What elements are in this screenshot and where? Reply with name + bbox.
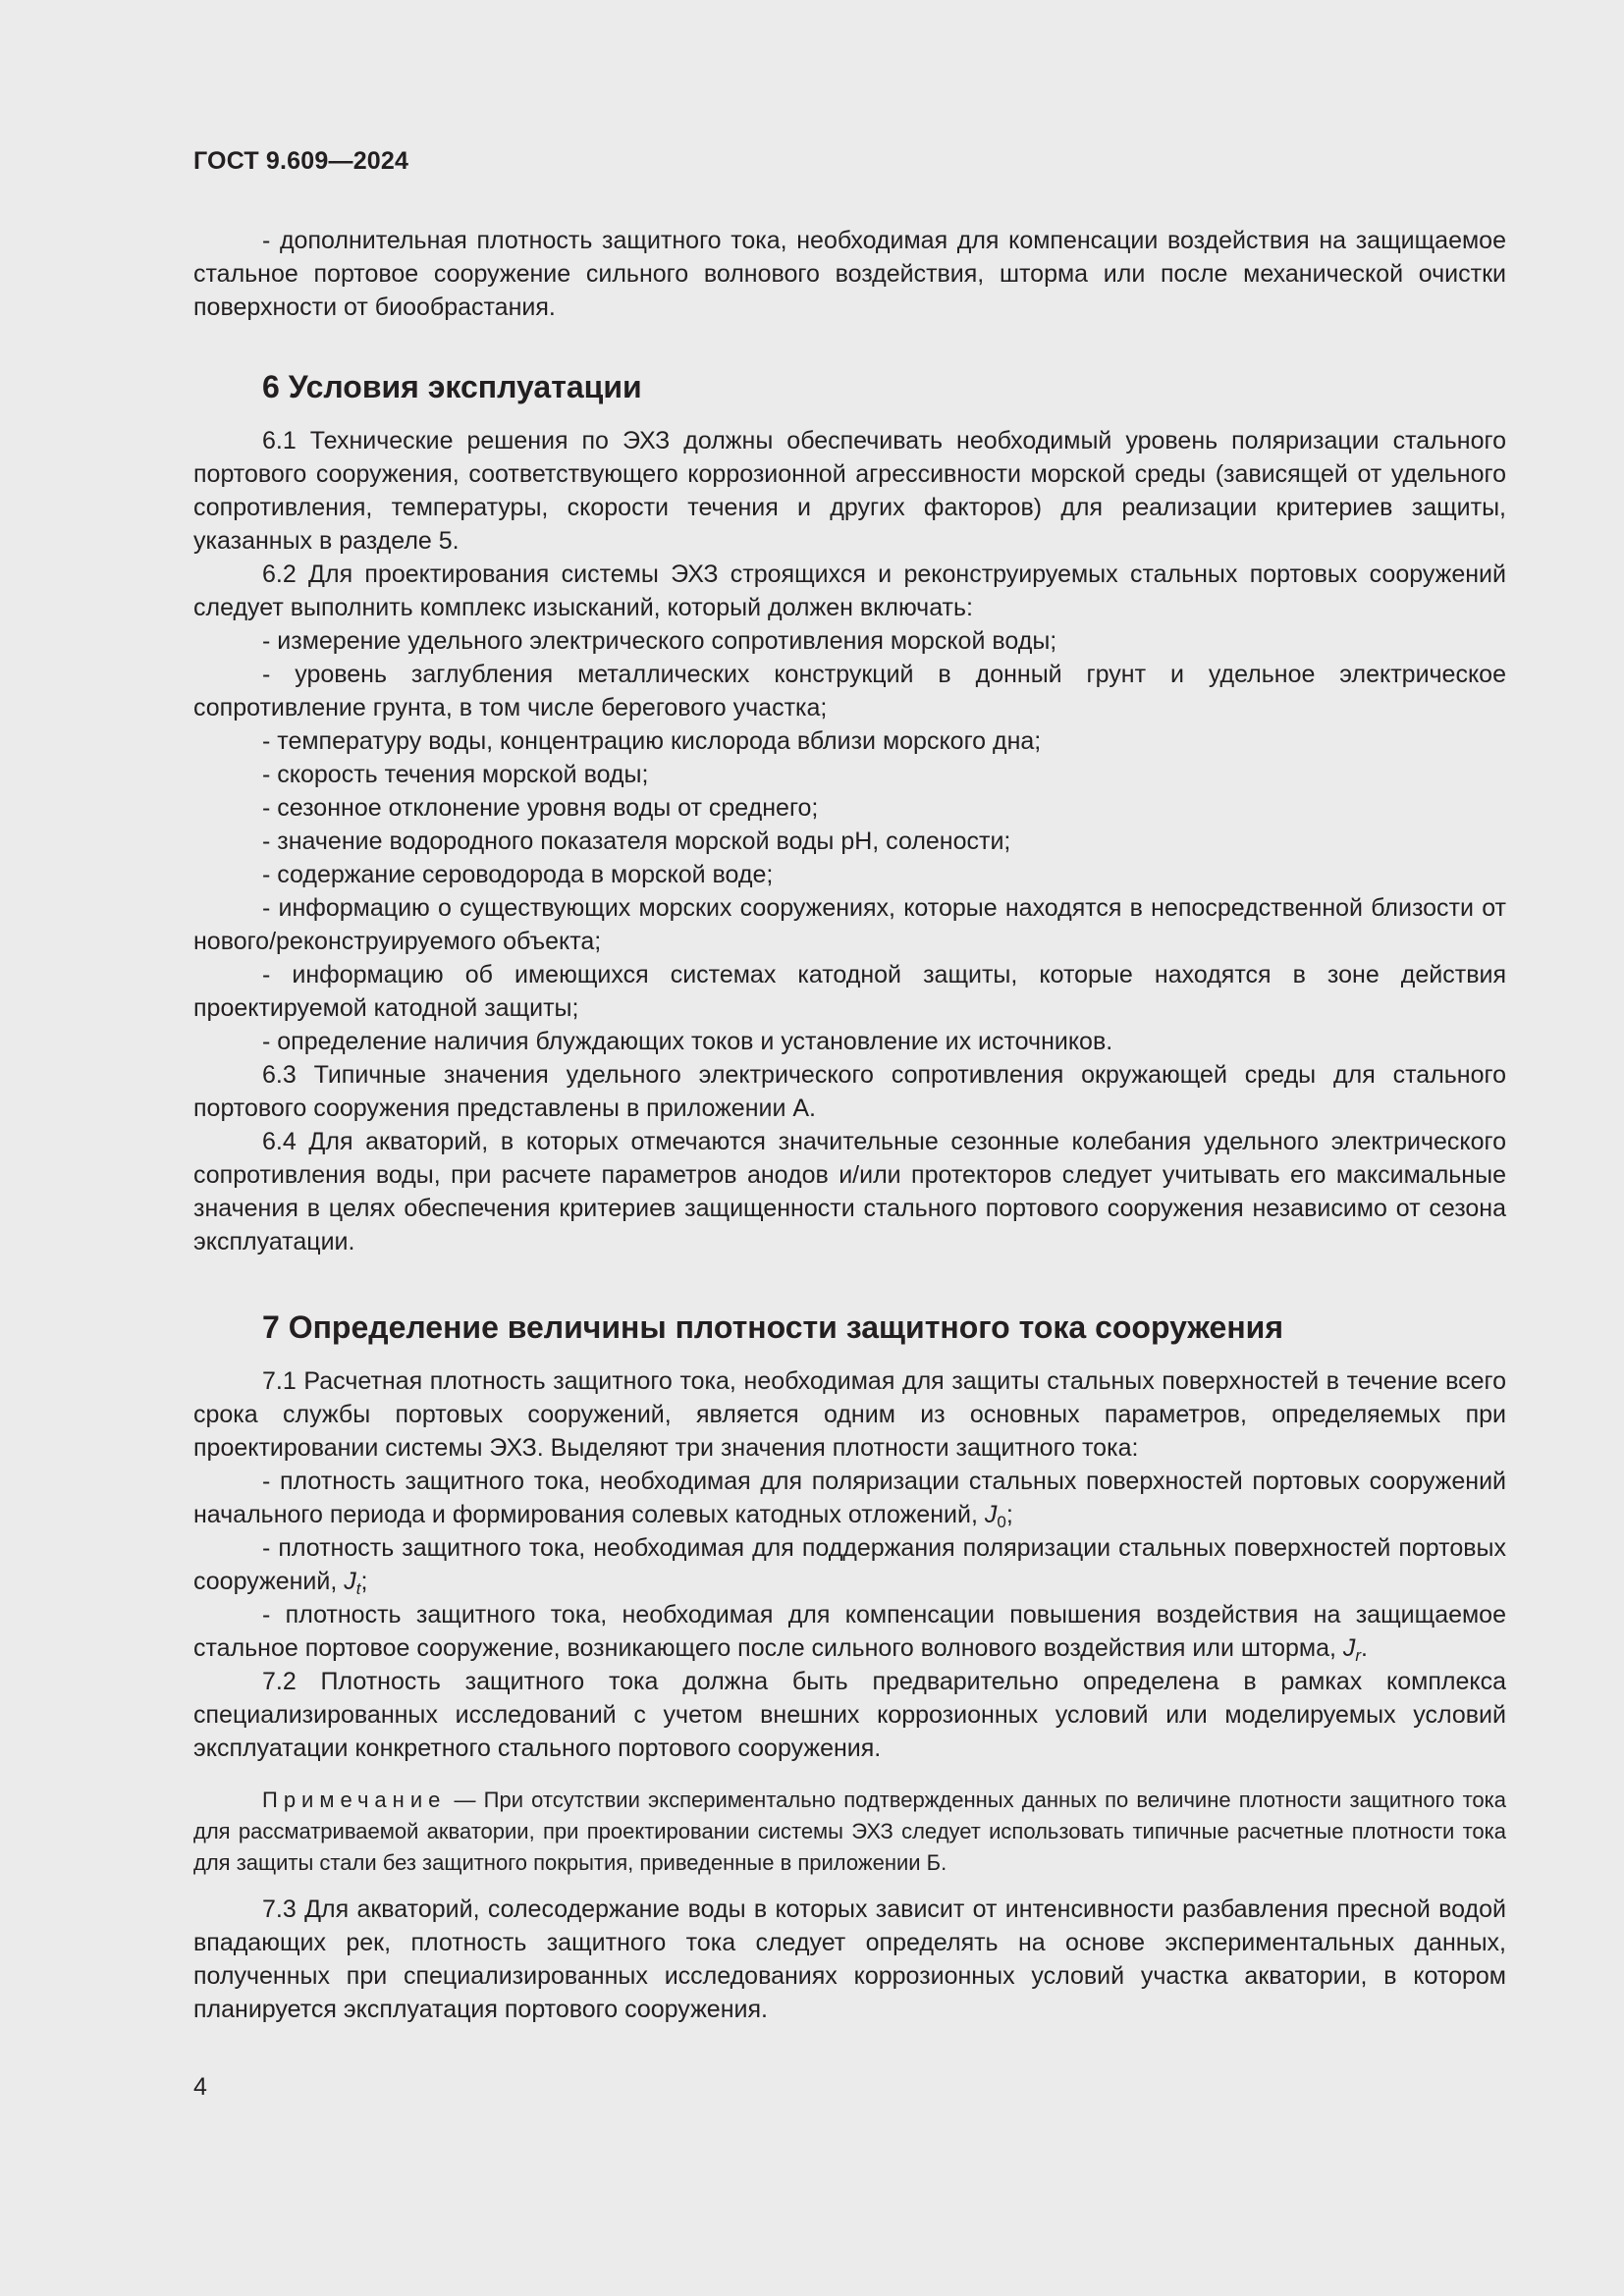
survey-item: - информацию о существующих морских сооружениях, которые находятся в непосредственной близости от нового/реконструируемого объекта;: [193, 894, 1506, 955]
paragraph-7-2: 7.2 Плотность защитного тока должна быть предварительно определена в рамках комплекса специализированных исследований с учетом внешних коррозионных условий или моделируемых условий эксплуатации конкретного стального портового сооружения.: [193, 1668, 1506, 1762]
survey-item: - скорость течения морской воды;: [262, 761, 649, 788]
current-density-item-jt: [193, 1531, 1506, 1598]
survey-item: - значение водородного показателя морской воды pH, солености;: [262, 828, 1011, 855]
symbol-subscript: 0: [997, 1513, 1006, 1531]
intro-bullet: - дополнительная плотность защитного тока, необходимая для компенсации воздействия на защищаемое стальное портовое сооружение сильного волнового воздействия, шторма или после механической очистки поверхности от биообрастания.: [193, 227, 1506, 321]
symbol-subscript: r: [1355, 1646, 1362, 1665]
symbol-j: J: [1342, 1634, 1356, 1662]
survey-item: - содержание сероводорода в морской воде;: [262, 861, 774, 888]
item-text: - плотность защитного тока, необходимая для поддержания поляризации стальных поверхностей портовых сооружений,: [193, 1534, 1506, 1595]
paragraph-6-2: 6.2 Для проектирования системы ЭХЗ строящихся и реконструируемых стальных портовых сооружений следует выполнить комплекс изысканий, который должен включать:: [193, 561, 1506, 621]
item-end: ;: [360, 1568, 368, 1595]
paragraph-7-3: 7.3 Для акваторий, солесодержание воды в которых зависит от интенсивности разбавления пресной водой впадающих рек, плотность защитного тока следует определять на основе экспериментальных данных, полученных при специализированных исследованиях коррозионных условий участка акватории, в котором планируется эксплуатация портового сооружения.: [193, 1896, 1506, 2023]
page-number: 4: [193, 2073, 207, 2101]
item-end: .: [1361, 1634, 1368, 1662]
intro-block: [193, 224, 1506, 324]
current-density-item-j0: [193, 1465, 1506, 1531]
survey-item: - температуру воды, концентрацию кислорода вблизи морского дна;: [262, 727, 1042, 755]
note: [193, 1785, 1506, 1879]
item-text: - плотность защитного тока, необходимая для поляризации стальных поверхностей портовых сооружений начального периода и формирования солевых катодных отложений,: [193, 1468, 1506, 1528]
section-7-title: 7 Определение величины плотности защитного тока сооружения: [262, 1309, 1284, 1345]
symbol-j: J: [344, 1568, 356, 1595]
paragraph-6-1: 6.1 Технические решения по ЭХЗ должны обеспечивать необходимый уровень поляризации стального портового сооружения, соответствующего коррозионной агрессивности морской среды (зависящей от удельного сопротивления, температуры, скорости течения и других факторов) для реализации критериев защиты, указанных в разделе 5.: [193, 427, 1506, 555]
note-label: Примечание: [262, 1788, 447, 1812]
current-density-item-jr: [193, 1598, 1506, 1665]
item-text: - плотность защитного тока, необходимая для компенсации повышения воздействия на защищаемое стальное портовое сооружение, возникающего после сильного волнового воздействия или шторма,: [193, 1601, 1506, 1662]
survey-item: - сезонное отклонение уровня воды от среднего;: [262, 794, 819, 822]
survey-item: - определение наличия блуждающих токов и установление их источников.: [262, 1028, 1113, 1055]
document-header: ГОСТ 9.609—2024: [193, 147, 409, 175]
paragraph-6-4: 6.4 Для акваторий, в которых отмечаются значительные сезонные колебания удельного электрического сопротивления воды, при расчете параметров анодов и/или протекторов следует учитывать его максимальные значения в целях обеспечения критериев защищенности стального портового сооружения независимо от сезона эксплуатации.: [193, 1128, 1506, 1255]
item-end: ;: [1005, 1501, 1013, 1528]
paragraph-6-3: 6.3 Типичные значения удельного электрического сопротивления окружающей среды для стального портового сооружения представлены в приложении А.: [193, 1061, 1506, 1122]
survey-item: - информацию об имеющихся системах катодной защиты, которые находятся в зоне действия проектируемой катодной защиты;: [193, 961, 1506, 1022]
survey-item: - уровень заглубления металлических конструкций в донный грунт и удельное электрическое сопротивление грунта, в том числе берегового участка;: [193, 661, 1506, 721]
survey-item: - измерение удельного электрического сопротивления морской воды;: [262, 627, 1057, 655]
section-6: [193, 367, 1506, 1258]
section-7: [193, 1308, 1506, 2026]
symbol-j: J: [984, 1501, 998, 1528]
paragraph-7-1: 7.1 Расчетная плотность защитного тока, необходимая для защиты стальных поверхностей в течение всего срока службы портовых сооружений, является одним из основных параметров, определяемых при проектировании системы ЭХЗ. Выделяют три значения плотности защитного тока:: [193, 1367, 1506, 1462]
note-text: — При отсутствии экспериментально подтвержденных данных по величине плотности защитного тока для рассматриваемой акватории, при проектировании системы ЭХЗ следует использовать типичные расчетные плотности тока для защиты стали без защитного покрытия, приведенные в приложении Б.: [193, 1788, 1506, 1875]
symbol-subscript: t: [355, 1579, 361, 1598]
section-6-title: 6 Условия эксплуатации: [262, 369, 642, 404]
